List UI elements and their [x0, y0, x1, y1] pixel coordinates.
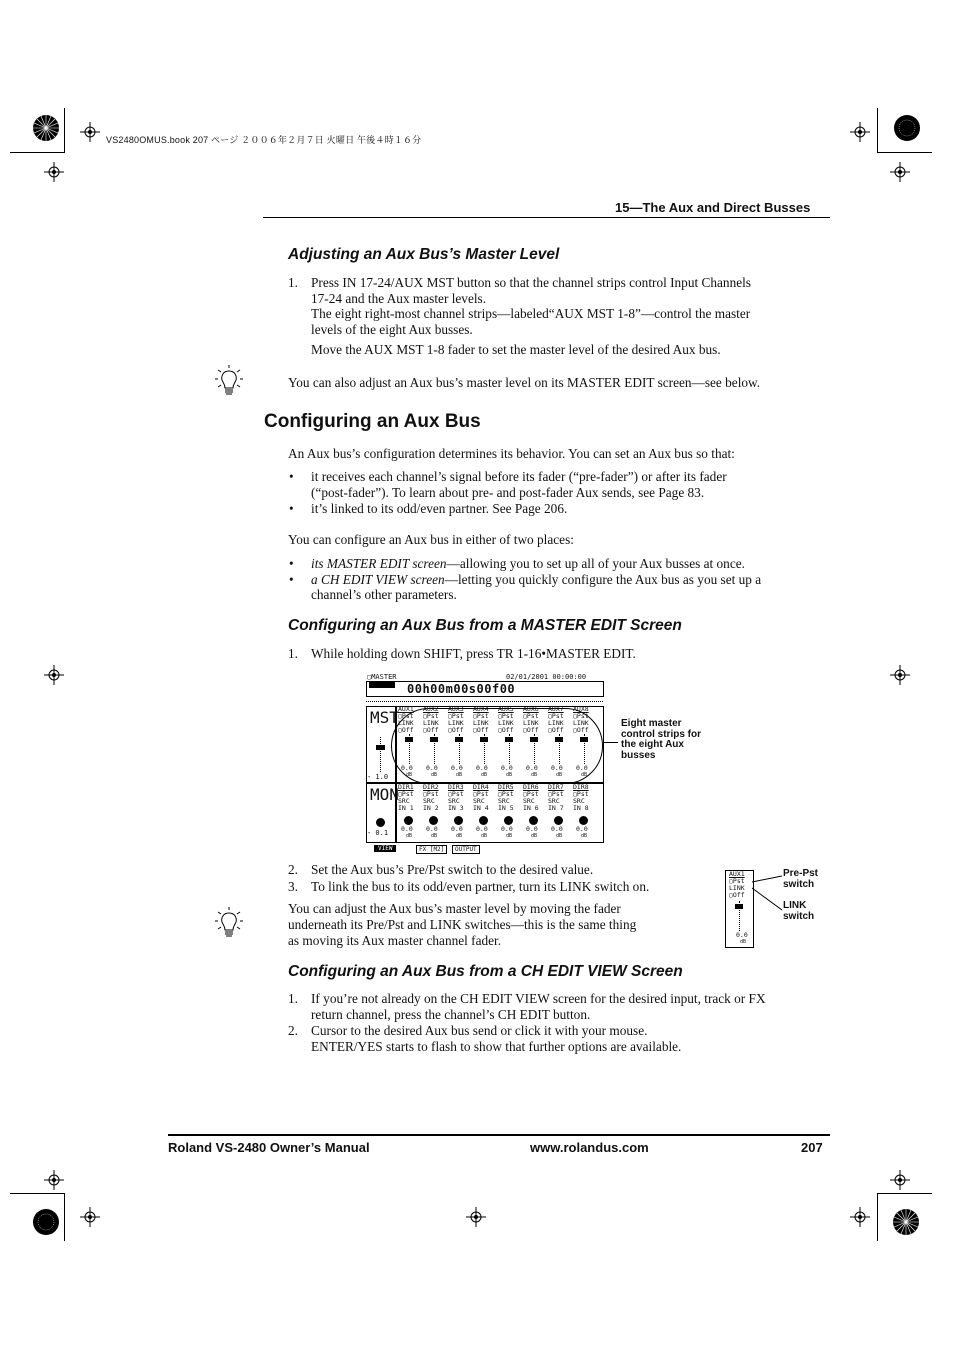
aux-label: AUX1 [398, 705, 414, 713]
tr-badge [369, 682, 395, 688]
src-label: SRC [448, 797, 460, 805]
pre-pst-switch[interactable]: ▢Pst [448, 712, 464, 720]
level-value: 0.0 [401, 825, 413, 833]
dir-label: DIR6 [523, 783, 539, 791]
crosshair-icon [890, 162, 910, 182]
tip-text: You can also adjust an Aux bus’s master level on its MASTER EDIT screen—see below. [288, 375, 761, 390]
aux-strip [423, 706, 447, 778]
pre-pst-switch[interactable]: ▢Pst [473, 790, 489, 798]
db-unit: dB [481, 772, 488, 778]
step-text: Set the Aux bus’s Pre/Pst switch to the desired value. [311, 862, 594, 877]
db-unit: dB [456, 833, 463, 839]
callout-leader [604, 742, 618, 743]
pre-pst-switch[interactable]: ▢Pst [523, 712, 539, 720]
knob-icon[interactable] [404, 816, 413, 825]
paragraph: You can configure an Aux bus in either of two places: [288, 532, 574, 547]
callout-leaders [752, 872, 784, 916]
dir-strip [473, 784, 497, 840]
pre-pst-callout: Pre-Pst switch [783, 868, 819, 890]
page-title: Configuring an Aux Bus [264, 411, 481, 432]
knob-icon[interactable] [429, 816, 438, 825]
bullet-line: channel’s other parameters. [311, 587, 457, 602]
dir-strip [523, 784, 547, 840]
src-label: SRC [573, 797, 585, 805]
paragraph-line: levels of the eight Aux busses. [311, 322, 473, 337]
link-callout: LINK switch [783, 900, 815, 922]
bullet-line: it’s linked to its odd/even partner. See Page 206. [311, 501, 568, 516]
pre-pst-switch[interactable]: ▢Pst [498, 790, 514, 798]
paragraph: An Aux bus’s configuration determines its behavior. You can set an Aux bus so that: [288, 446, 735, 461]
db-unit: dB [531, 772, 538, 778]
header-rule [263, 217, 830, 218]
screen-date: 02/01/2001 00:00:00 [506, 673, 587, 681]
db-unit: dB [531, 833, 538, 839]
link-switch[interactable]: LINK [573, 719, 589, 727]
fader-track [380, 737, 382, 772]
bullet-line [311, 572, 761, 588]
pre-pst-switch[interactable]: ▢Pst [729, 877, 745, 885]
db-unit: dB [456, 772, 463, 778]
src-label: SRC [523, 797, 535, 805]
db-unit: dB [506, 772, 513, 778]
db-unit: dB [740, 939, 747, 945]
link-switch[interactable]: LINK [498, 719, 514, 727]
dir-label: DIR8 [573, 783, 589, 791]
level-value: 0.0 [426, 825, 438, 833]
dir-strip [423, 784, 447, 840]
level-value: 0.0 [451, 825, 463, 833]
off-switch[interactable]: ▢Off [423, 726, 439, 734]
off-switch[interactable]: ▢Off [573, 726, 589, 734]
crosshair-icon [850, 1207, 870, 1227]
footer-manual-title: Roland VS-2480 Owner’s Manual [168, 1140, 370, 1155]
text: —letting you quickly configure the Aux bus as you set up a [444, 572, 762, 587]
fader-knob [376, 745, 385, 750]
meter-row [366, 696, 603, 702]
aux-strip [448, 706, 472, 778]
level-value: 0.0 [451, 764, 463, 772]
pre-pst-switch[interactable]: ▢Pst [473, 712, 489, 720]
bullet-icon: • [289, 572, 294, 587]
bullet-icon: • [289, 469, 294, 484]
crosshair-icon [890, 1170, 910, 1190]
registration-rosette-icon [892, 1208, 920, 1236]
footer-url[interactable]: www.rolandus.com [530, 1140, 649, 1155]
dir-label: DIR2 [423, 783, 439, 791]
aux-label: AUX5 [498, 705, 514, 713]
pre-pst-switch[interactable]: ▢Pst [423, 790, 439, 798]
in-label: IN 1 [398, 804, 414, 812]
db-unit: dB [406, 772, 413, 778]
off-switch[interactable]: ▢Off [498, 726, 514, 734]
paragraph-line: 17-24 and the Aux master levels. [311, 291, 487, 306]
dir-strip [398, 784, 422, 840]
aux-strip [548, 706, 572, 778]
time-display [366, 681, 604, 697]
level-value: 0.0 [576, 825, 588, 833]
link-switch[interactable]: LINK [729, 884, 745, 892]
lightbulb-tip-icon [214, 364, 244, 400]
src-label: SRC [548, 797, 560, 805]
crosshair-icon [44, 162, 64, 182]
knob-icon[interactable] [504, 816, 513, 825]
mst-label: MST [370, 708, 399, 727]
time-readout: 00h00m00s00f00 [407, 682, 516, 696]
aux-strip [398, 706, 422, 778]
tab-view[interactable]: VIEW [374, 845, 396, 852]
registration-rosette-icon [32, 1208, 60, 1236]
fader-knob[interactable] [430, 737, 438, 742]
off-switch[interactable]: ▢Off [548, 726, 564, 734]
src-label: SRC [398, 797, 410, 805]
step-text: return channel, press the channel’s CH EDIT button. [311, 1007, 591, 1022]
crosshair-icon [850, 122, 870, 142]
dir-label: DIR5 [498, 783, 514, 791]
level-value: 0.0 [476, 825, 488, 833]
mst-level: - 1.0 [367, 773, 389, 781]
bullet-icon: • [289, 556, 294, 571]
crosshair-icon [80, 1207, 100, 1227]
dir-label: DIR7 [548, 783, 564, 791]
db-unit: dB [406, 833, 413, 839]
knob-icon[interactable] [479, 816, 488, 825]
pre-pst-switch[interactable]: ▢Pst [398, 790, 414, 798]
section-heading: Configuring an Aux Bus from a CH EDIT VIEW Screen [288, 963, 683, 980]
level-value: 0.0 [551, 764, 563, 772]
aux-strip [473, 706, 497, 778]
off-switch[interactable]: ▢Off [729, 891, 745, 899]
bullet-line: (“post-fader”). To learn about pre- and post-fader Aux sends, see Page 83. [311, 485, 705, 500]
pre-pst-switch[interactable]: ▢Pst [548, 712, 564, 720]
dir-label: DIR1 [398, 783, 414, 791]
tab-output[interactable]: OUTPUT [452, 845, 480, 854]
db-unit: dB [431, 772, 438, 778]
dir-label: DIR3 [448, 783, 464, 791]
tip-line: You can adjust the Aux bus’s master level by moving the fader [288, 901, 621, 916]
src-label: SRC [473, 797, 485, 805]
list-number: 2. [288, 1023, 298, 1038]
off-switch[interactable]: ▢Off [473, 726, 489, 734]
dir-label: DIR4 [473, 783, 489, 791]
fader-knob[interactable] [405, 737, 413, 742]
level-value: 0.0 [736, 931, 748, 939]
db-unit: dB [581, 772, 588, 778]
tip-line: as moving its Aux master channel fader. [288, 933, 502, 948]
fader-knob[interactable] [580, 737, 588, 742]
level-value: 0.0 [576, 764, 588, 772]
paragraph-line: Press IN 17-24/AUX MST button so that the channel strips control Input Channels [311, 275, 751, 290]
emphasis: its MASTER EDIT screen [311, 556, 447, 571]
crosshair-icon [44, 665, 64, 685]
mon-strip [366, 783, 399, 843]
mon-level: - 0.1 [367, 829, 389, 837]
crosshair-icon [80, 122, 100, 142]
db-unit: dB [581, 833, 588, 839]
in-label: IN 6 [523, 804, 539, 812]
list-number: 1. [288, 275, 298, 290]
list-number: 1. [288, 991, 298, 1006]
text: —allowing you to set up all of your Aux busses at once. [446, 556, 745, 571]
db-unit: dB [481, 833, 488, 839]
pre-pst-switch[interactable]: ▢Pst [398, 712, 414, 720]
src-label: SRC [498, 797, 510, 805]
fader-knob[interactable] [530, 737, 538, 742]
running-head: 15—The Aux and Direct Busses [615, 200, 811, 215]
link-switch[interactable]: LINK [523, 719, 539, 727]
in-label: IN 5 [498, 804, 514, 812]
bullet-line: it receives each channel’s signal before its fader (“pre-fader”) or after its fader [311, 469, 727, 484]
page-number: 207 [801, 1140, 823, 1155]
level-value: 0.0 [551, 825, 563, 833]
level-value: 0.0 [526, 825, 538, 833]
in-label: IN 8 [573, 804, 589, 812]
aux-label: AUX7 [548, 705, 564, 713]
pre-pst-switch[interactable]: ▢Pst [423, 712, 439, 720]
aux-label: AUX2 [423, 705, 439, 713]
pre-pst-switch[interactable]: ▢Pst [498, 712, 514, 720]
registration-rosette-icon [893, 114, 921, 142]
aux-strip [523, 706, 547, 778]
fader-knob[interactable] [505, 737, 513, 742]
aux-label: AUX1 [729, 870, 745, 878]
pre-pst-switch[interactable]: ▢Pst [448, 790, 464, 798]
lightbulb-tip-icon [214, 906, 244, 942]
tab-fx[interactable]: FX [M2] [416, 845, 447, 854]
db-unit: dB [556, 772, 563, 778]
level-value: 0.0 [501, 825, 513, 833]
bullet-icon: • [289, 501, 294, 516]
aux-label: AUX4 [473, 705, 489, 713]
fader-knob[interactable] [555, 737, 563, 742]
aux-label: AUX8 [573, 705, 589, 713]
pre-pst-switch[interactable]: ▢Pst [523, 790, 539, 798]
dir-strip [498, 784, 522, 840]
in-label: IN 3 [448, 804, 464, 812]
list-number: 3. [288, 879, 298, 894]
in-label: IN 4 [473, 804, 489, 812]
pre-pst-switch[interactable]: ▢Pst [573, 790, 589, 798]
pre-pst-switch[interactable]: ▢Pst [548, 790, 564, 798]
fader-knob[interactable] [480, 737, 488, 742]
link-switch[interactable]: LINK [473, 719, 489, 727]
list-number: 2. [288, 862, 298, 877]
mon-label: MON [370, 785, 399, 804]
dir-strip [548, 784, 572, 840]
dir-strip [448, 784, 472, 840]
knob-icon [376, 818, 385, 827]
aux-strip-detail [725, 870, 754, 948]
aux-label: AUX3 [448, 705, 464, 713]
link-switch[interactable]: LINK [398, 719, 414, 727]
pre-pst-switch[interactable]: ▢Pst [573, 712, 589, 720]
level-value: 0.0 [401, 764, 413, 772]
step-text: If you’re not already on the CH EDIT VIEW screen for the desired input, track or FX [311, 991, 766, 1006]
aux-strip [573, 706, 599, 778]
in-label: IN 7 [548, 804, 564, 812]
step-text: Cursor to the desired Aux bus send or click it with your mouse. [311, 1023, 648, 1038]
emphasis: a CH EDIT VIEW screen [311, 572, 445, 587]
fader-knob[interactable] [455, 737, 463, 742]
registration-rosette-icon [32, 114, 60, 142]
knob-icon[interactable] [529, 816, 538, 825]
footer-rule [168, 1134, 830, 1136]
level-value: 0.0 [476, 764, 488, 772]
in-label: IN 2 [423, 804, 439, 812]
level-value: 0.0 [426, 764, 438, 772]
step-text: ENTER/YES starts to flash to show that further options are available. [311, 1039, 682, 1054]
section-heading: Adjusting an Aux Bus’s Master Level [288, 246, 560, 263]
book-info: VS2480OMUS.book 207 ページ ２００６年２月７日 火曜日 午後４時１６分 [106, 135, 422, 145]
aux-strip [498, 706, 522, 778]
off-switch[interactable]: ▢Off [448, 726, 464, 734]
bullet-line [311, 556, 745, 572]
section-heading: Configuring an Aux Bus from a MASTER EDIT Screen [288, 617, 682, 634]
level-value: 0.0 [501, 764, 513, 772]
crosshair-icon [466, 1207, 486, 1227]
dir-strip [573, 784, 599, 840]
knob-icon[interactable] [454, 816, 463, 825]
knob-icon[interactable] [554, 816, 563, 825]
db-unit: dB [431, 833, 438, 839]
step-text: While holding down SHIFT, press TR 1-16•MASTER EDIT. [311, 646, 636, 661]
fader-knob[interactable] [735, 904, 743, 909]
screen-callout: Eight master control strips for the eight Aux busses [621, 718, 702, 761]
knob-icon[interactable] [579, 816, 588, 825]
src-label: SRC [423, 797, 435, 805]
screen-title: ▢MASTER [367, 673, 397, 681]
db-unit: dB [506, 833, 513, 839]
level-value: 0.0 [526, 764, 538, 772]
aux-label: AUX6 [523, 705, 539, 713]
list-number: 1. [288, 646, 298, 661]
off-switch[interactable]: ▢Off [523, 726, 539, 734]
tip-line: underneath its Pre/Pst and LINK switches—this is the same thing [288, 917, 637, 932]
paragraph-line: Move the AUX MST 1-8 fader to set the master level of the desired Aux bus. [311, 342, 721, 357]
crosshair-icon [890, 665, 910, 685]
paragraph-line: The eight right-most channel strips—labeled“AUX MST 1-8”—control the master [311, 306, 751, 321]
link-switch[interactable]: LINK [548, 719, 564, 727]
off-switch[interactable]: ▢Off [398, 726, 414, 734]
link-switch[interactable]: LINK [423, 719, 439, 727]
crosshair-icon [44, 1170, 64, 1190]
db-unit: dB [556, 833, 563, 839]
link-switch[interactable]: LINK [448, 719, 464, 727]
step-text: To link the bus to its odd/even partner, turn its LINK switch on. [311, 879, 650, 894]
